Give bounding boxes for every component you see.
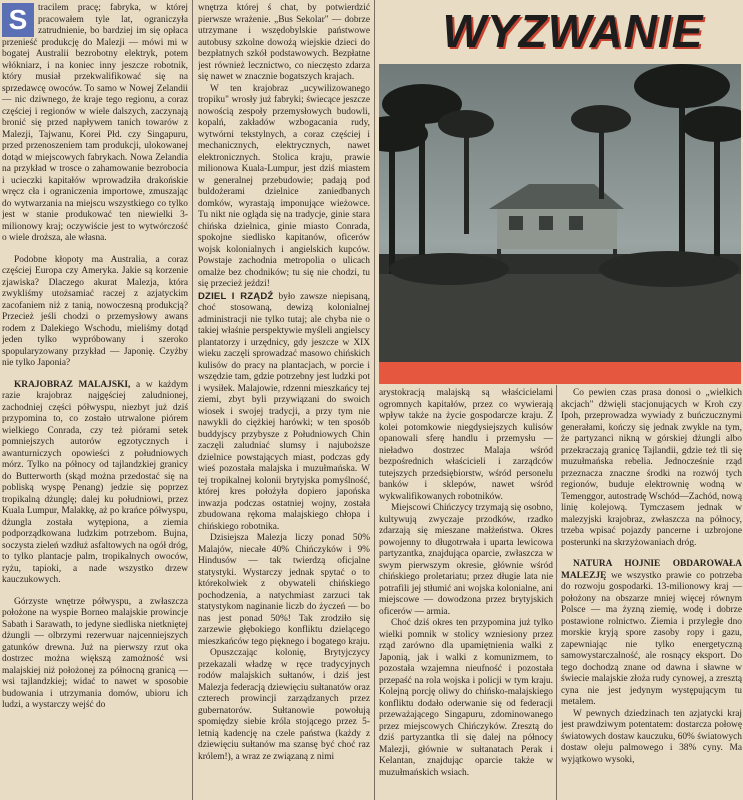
- paragraph: Podobne kłopoty ma Australia, a coraz częściej Europa czy Ameryka. Jakie są korzenie zjawiska? Dlaczego akurat Malezja, która zwykliśmy utożsamiać raczej z azjatyckim zacofaniem niż z tanią, nowoczesną produkcją? Przecież jeśli chodzi o przemysłowy awans rodem z Dalekiego Wschodu, mieliśmy dotąd jeden tylko wypróbowany i szeroko spopularyzowany przykład — Japonię. Czyżby nie tylko Japonia?: [2, 254, 188, 368]
- paragraph: [198, 291, 370, 534]
- paragraph: Choć dziś okres ten przypomina już tylko wielki pomnik w stolicy wzniesiony przez rząd zarówno dla upamiętnienia walki z Japonią, jak i walki z komunizmem, to pozostała wzajemna nieufność i pozostała przepaść na rola wojska i policji w tym kraju. Kolejną porcję oliwy do chińsko-malajskiego konfliktu dodało oderwanie się od federacji przeważającego Singapuru, zdominowanego przez miejscowych Chińczyków. Zresztą do dziś partyzantka tli się dalej na północy Malezji, głównie w sułtanatach Perak i Kelantan, znajdując oparcie także w muzułmańskich wsiach.: [379, 618, 553, 778]
- section-heading: KRAJOBRAZ MALAJSKI,: [14, 379, 131, 390]
- section-heading: NATURA HOJNIE OBDAROWAŁA MALEZJĘ: [561, 559, 742, 581]
- paragraph: [2, 380, 188, 587]
- paragraph: [561, 559, 742, 709]
- article-column-3: [379, 385, 553, 800]
- article-column-4: [561, 385, 742, 800]
- paragraph: tracilem pracę; fabryka, w której pracowałem tyle lat, ograniczyła zatrudnienie, bo bardziej im się opłaca przenieść produkcję do Malezji — mówi mi w bogatej Australii bezrobotny elektryk, potem włókniarz, i na koniec inny jeszcze robotnik, który musiał przekwalifikować się na sprzedawcę owoców. To samo w Nowej Zelandii — nic dziwnego, że kraje tego regionu, a coraz częściej i regionów w wiele dalszych, zaczynają bronić się przed napływem tanich towarów z Malezji, Tajwanu, Korei Płd. czy Singapuru, przed przenoszeniem tam produkcji, ulokowanej dotąd w miejscowych fabrykach. Nowa Zelandia na przykład w trosce o zahamowanie bezrobocia i ucieczki kapitałów wprowadziła drakońskie wręcz cła i ograniczenia importowe, zmuszając do wytwarzania na miejscu wszystkiego co tylko jest w stanie produkować ten niewielki 3-milionowy kraj; oczywiście jest to wytwórczość o wiele droższa, ale własna.: [2, 3, 188, 243]
- paragraph: Dzisiejsza Malezja liczy ponad 50% Malajów, niecałe 40% Chińczyków i 9% Hindusów — tak twierdzą oficjalne statystyki. Wystarczy jednak spytać o to którekolwiek z obywateli chińskiego pochodzenia, a natychmiast zarzuci tak statystykom naginanie liczb do życzeń — bo nas jest ponad 50%! Tak zrodziło się zarzewie głębokiego konfliktu dzielącego mieszkańców tego pięknego i bogatego kraju.: [198, 533, 370, 647]
- article-column-1: [2, 0, 188, 800]
- section-heading: DZIEL I RZĄDŹ: [198, 290, 274, 302]
- paragraph: Opuszczając kolonię, Brytyjczycy przekazali władzę w ręce tradycyjnych rodów malajskich sułtanów, i dziś jest Malezja federacją dziewięciu sułtanatów oraz czterech prowincji zarządzanych przez gubernatorów. Sułtanowie powołują spomiędzy siebie króla stojącego przez 5-letnią kadencję na czele państwa (każdy z dziewięciu sułtanów ma szansę być choć raz królem!), a wraz ze związaną z nimi: [198, 648, 370, 762]
- article-column-2: [198, 0, 370, 800]
- column-divider: [374, 0, 375, 800]
- paragraph: W pewnych dziedzinach ten azjatycki kraj jest prawdziwym potentatem: dostarcza połowę światowych dostaw kauczuku, 60% światowych dostaw oleju palmowego i 38% cyny. Ma wyjątkowo wysoki,: [561, 708, 742, 765]
- tropical-village-photo: [379, 64, 741, 362]
- paragraph: Górzyste wnętrze półwyspu, a zwłaszcza położone na wyspie Borneo malajskie prowincje Sabath i Sarawath, to jedyne siedliska nietkniętej dżungli — olbrzymi rezerwuar najcenniejszych gatunków drewna. Już na pierwszy rzut oka dostrzec można większą zamożność wsi malajskiej niż położonej za północną granicą — wsi tajlandzkiej; widać to nawet w sposobie budowania i utrzymania domów, ubioru ich ludzi, a wystarczy wejść do: [2, 596, 188, 710]
- paragraph: W ten krajobraz „ucywilizowanego tropiku" wrosły już fabryki; świecące jeszcze nowością zespoły przemysłowych budowli, kopalń, zakładów wzbogacania rudy, wytwórni tekstylnych, a coraz częściej i mechanicznych, elektrycznych, nawet elektronicznych. Stolica kraju, prawie milionowa Kuala-Lumpur, jest dziś miastem w generalnej przebudowie; padają pod buldożerami dzielnice zaniedbanych domków, wyrastają imponujące wieżowce. Tu nikt nie ogląda się na tradycje, ginie stara chińska dzielnica, ginie miasto Conrada, spokojne siedlisko kapitanów, oficerów wojsk kolonialnych i angielskich kupców. Powstaje zachodnia metropolia o ulicach omalże bez chodników; tu się nie chodzi, tu się przecież jeździ!: [198, 83, 370, 289]
- photo-caption-strip: [379, 362, 741, 384]
- paragraph-text: a w każdym razie krajobraz najgęściej zaludnionej, zachodniej części półwyspu, niezbyt już dziś przypomina to, co zostało utrwalone piórem wielkiego Conrada, czy też piórami setek pomniejszych autorów egzotycznych i awanturniczych opowieści z południowych mórz. Tylko na północy od tajlandzkiej granicy do Butterworth (skąd można przedostać się na pobliską wyspę Penang) jedzie się poprzez tropikalną dżunglę; dalej ku południowi, przez Kuala Lumpur, Malakkę, aż po krańce półwyspu, dżungla została wytępiona, a ziemia podporządkowana ludzkim potrzebom. Bujna, soczysta zieleń wzdłuż asfaltowych na ogół dróg, to tylko plantacje palm, tropikalnych owoców, ryżu, tapioki, a nade wszystko drzew kauczukowych.: [2, 379, 188, 585]
- column-divider: [192, 0, 193, 800]
- paragraph: arystokracją malajską są właścicielami ogromnych kapitałów, przez co wywierają wpływ także na życie gospodarcze kraju. Z kolei potomkowie niegdysiejszych kulisów opanowali sferę handlu i przemysłu — nieładwo dostrzec Malaja wśród bezpośrednich właścicieli i zarządców tutejszych przedsiębiorstw, wśród personelu banków i sklepów, nawet wśród wykwalifikowanych robotników.: [379, 388, 553, 502]
- article-title: WYZWANIE: [442, 5, 704, 57]
- paragraph: Miejscowi Chińczycy trzymają się osobno, kultywują zwyczaje przodków, rzadko zdarzają się mieszane małżeństwa. Okres powojenny to długotrwała i uparta lewicowa partyzantka, znajdująca oparcie, zwłaszcza w swym pierwszym okresie, głównie wśród chińskiego proletariatu; przez długie lata nie potrafili jej stłumić ani wojska kolonialne, ani miejscowe — dowodzona przez brytyjskich oficerów — armia.: [379, 503, 553, 617]
- paragraph: wnętrza której ś chat, by potwierdzić pierwsze wrażenie. „Bus Sekolar" — dobrze utrzymane i wszędobylskie państwowe autobusy szkolne dowożą wiejskie dzieci do bezpłatnych szkół podstawowych. Bezpłatne jest również lecznictwo, co nieczęsto zdarza się nawet w znacznie bogatszych krajach.: [198, 3, 370, 82]
- paragraph: Co pewien czas prasa donosi o „wielkich akcjach" dżwięli stacjonujących w Kroh czy Ipoh, przeprowadza wywiady z buńczucznymi generałami, kończy się jednak zwykle na tym, że partyzanci nikną w górskiej dżungli albo przekraczają granicę Tajlandii, gdzie też tli się muzułmańska rebelia. Jednocześnie rząd przeznacza znaczne środki na rozwój tych regionów, buduje elektrownię wodną w Temenggor, autostradę Wschód—Zachód, nową linię kolejową. Tymczasem jednak w malezyjski krajobraz, zwłaszcza na północy, trzeba wpisać pojazdy pancerne i uzbrojone posterunki na skrzyżowaniach dróg.: [561, 388, 742, 548]
- column-divider: [556, 385, 557, 800]
- paragraph-text: we wszystko prawie co potrzeba do rozwoju gospodarki. 13-milionowy kraj — położony na obszarze mniej więcej równym Polsce — ma żyzną ziemię, wodę i dobrze postawione rolnictwo. Ziemia i przyległe dno morskie kryją spore zasoby ropy i gazu, zapewniając nie tylko energetyczną samowystarczalność, ale rosnący eksport. Do tego dochodzą znane od dawna i sławne w świecie malajskie złoża rudy cynowej, a zresztą cyna nie jest jedynym występującym tu metalem.: [561, 570, 742, 707]
- paragraph-text: było zawsze niepisaną, choć stosowaną, dewizą kolonialnej administracji nie tylko tutaj; ale chyba nie o takiej właśnie perspektywie myśleli angielscy plantatorzy i urzędnicy, gdy jeszcze w XIX wieku zaczęli sprowadzać masowo chińskich kulisów do pracy na plantacjach, w porcie i wszędzie tam, gdzie potrzebny jest ludzki pot i wysiłek. Malajowie, rdzenni mieszkańcy tej ziemi, zbyt byli przywiązani do swoich wiosek i swojej tradycji, a przy tym nie nawykli do ciężkiej harówki; w ten sposób buddyjscy przybysze z Południowych Chin zaczęli zaludniać slumsy i najuboższe dzielnice powstających miast, podczas gdy wieś pozostała malajska i muzułmańska. W tej tropikalnej kolonii brytyjska pomyślność, której kres położyła dopiero japońska inwazja podczas ostatniej wojny, została zbudowana rękoma malajskiego chłopa i chińskiego robotnika.: [198, 291, 370, 532]
- drop-cap: S: [2, 3, 34, 37]
